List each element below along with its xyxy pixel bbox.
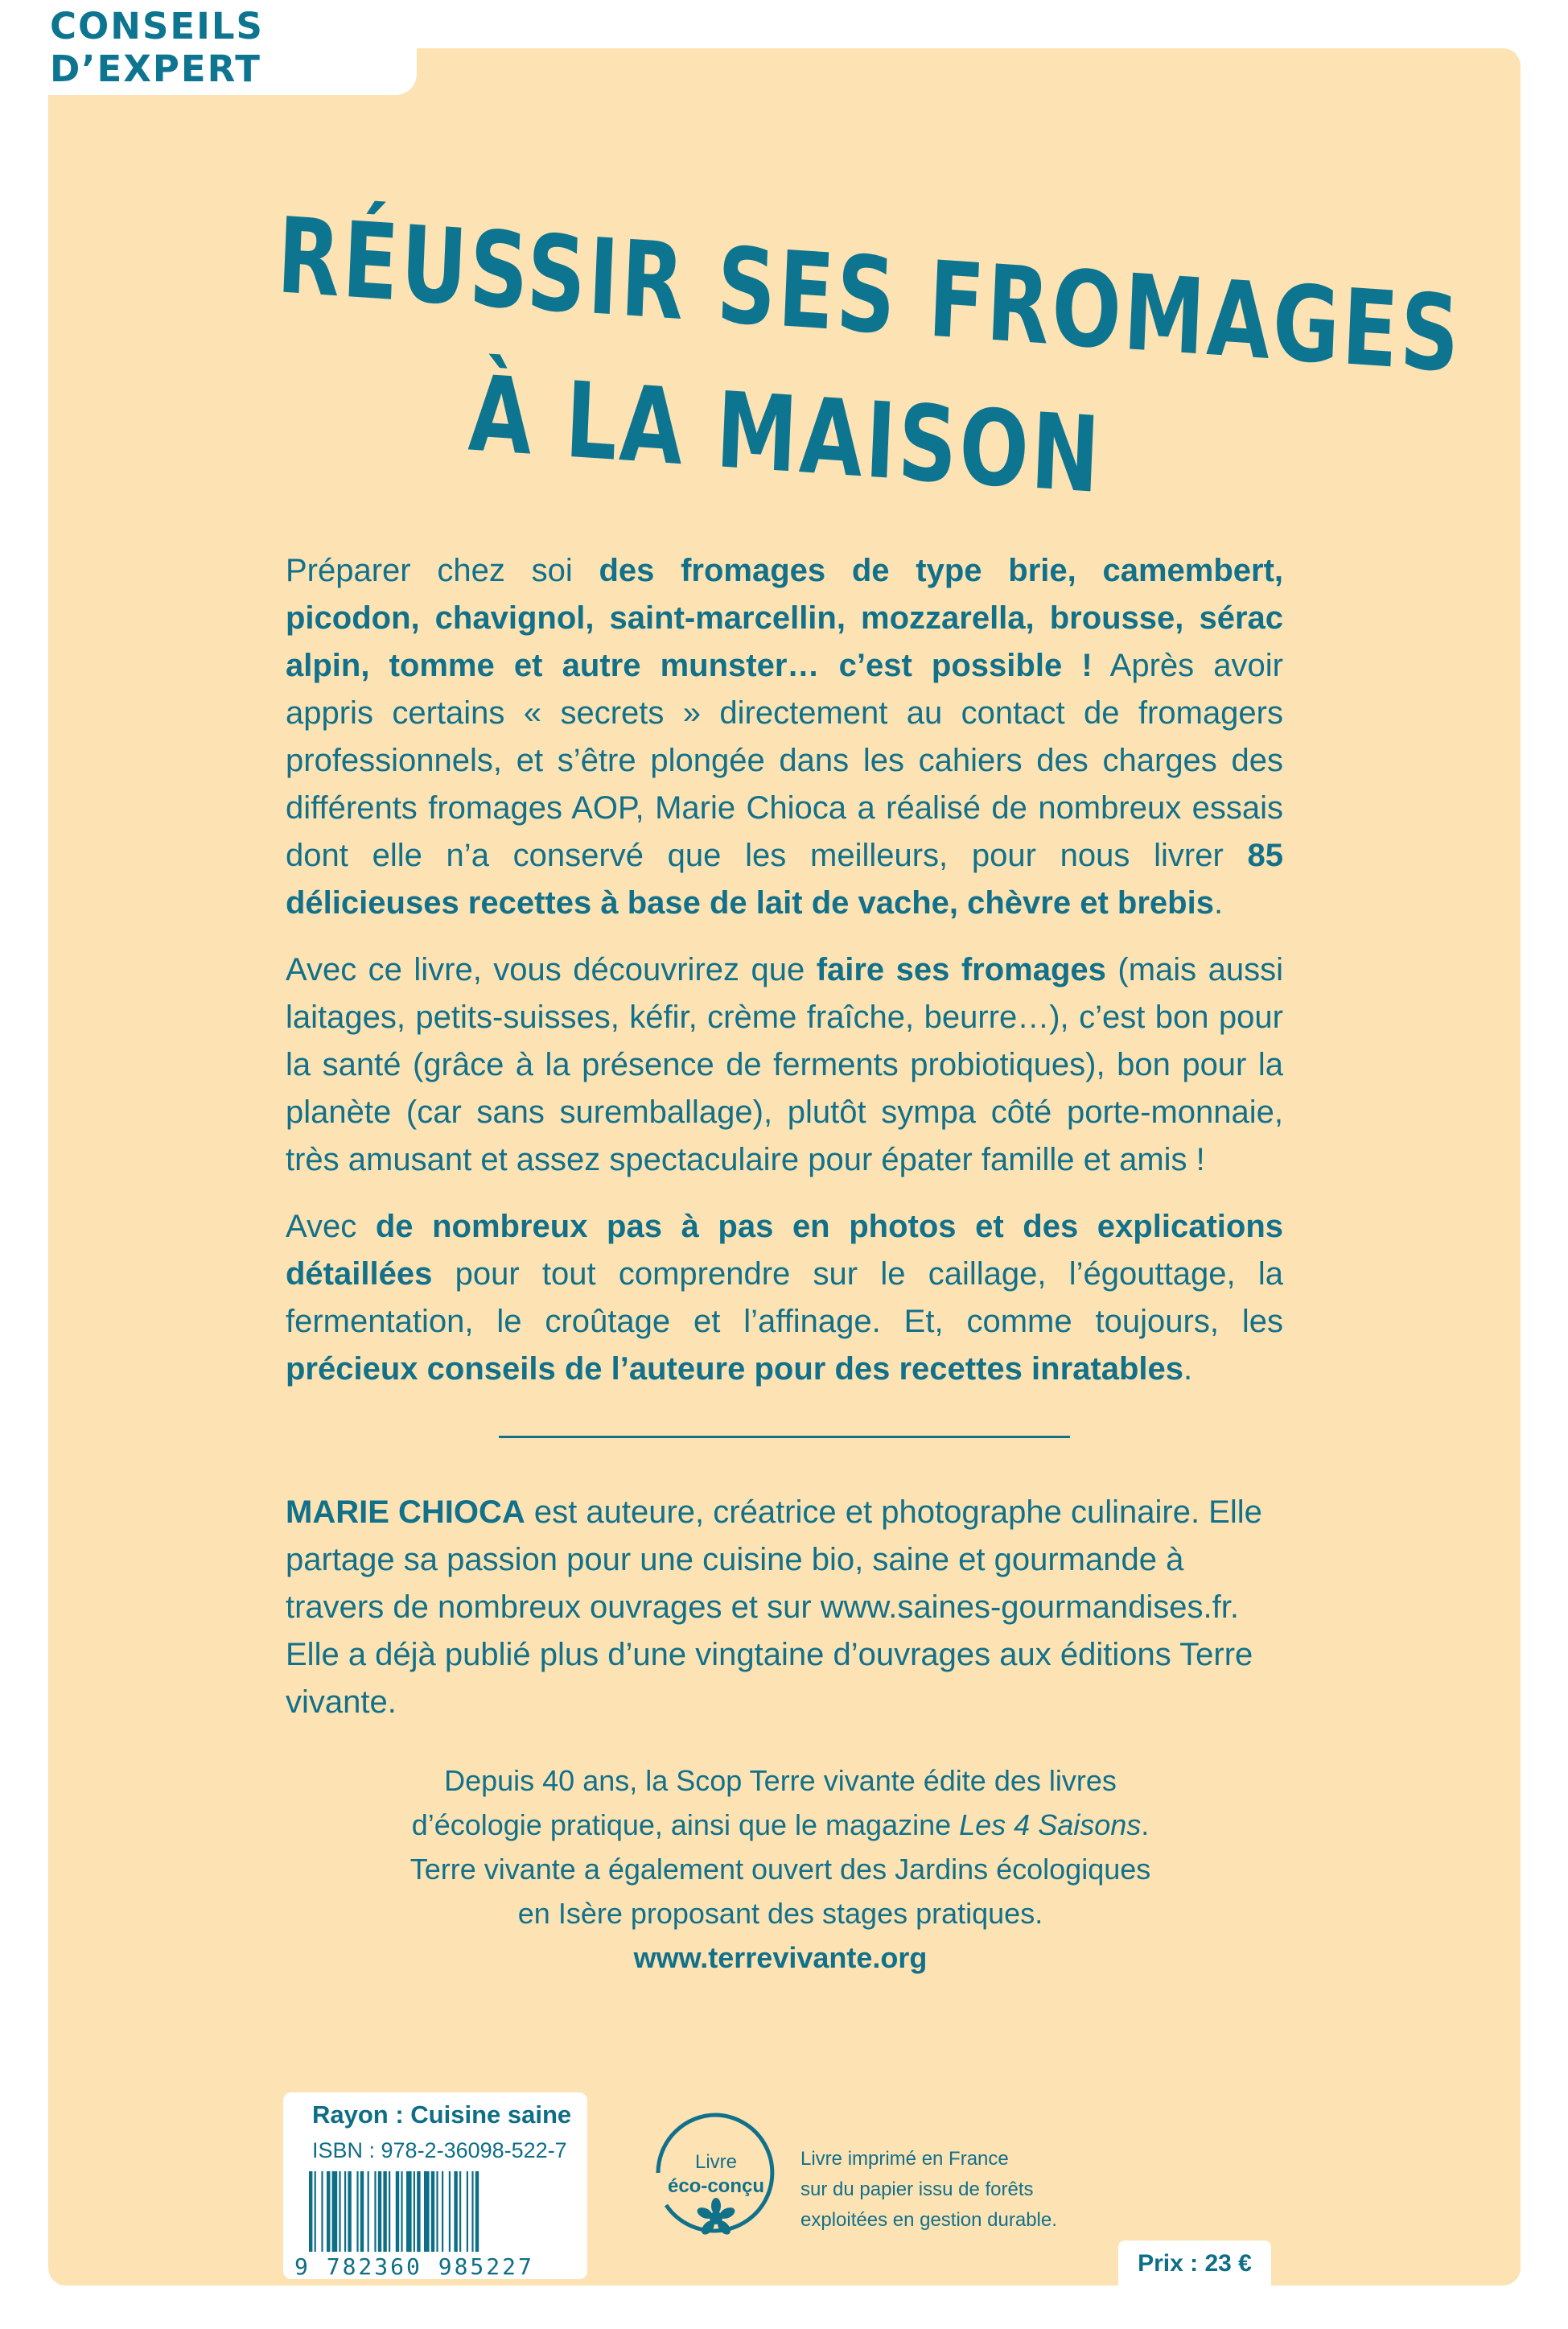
eco-design-logo-icon [652, 2108, 780, 2261]
barcode-bar [389, 2171, 390, 2252]
barcode-bar [475, 2171, 479, 2252]
barcode-bar [471, 2171, 473, 2252]
section-divider [499, 1436, 1070, 1438]
rayon-label: Rayon : Cuisine saine [312, 2100, 572, 2129]
barcode-bar [332, 2171, 338, 2252]
eco-statement: Livre imprimé en France sur du papier issu de forêts exploitées en gestion durable. [800, 2148, 1057, 2231]
barcode-bar [360, 2171, 364, 2252]
barcode-bar [309, 2171, 312, 2252]
author-bio: MARIE CHIOCA est auteure, créatrice et photographe culinaire. Elle partage sa passion pour une cuisine bio, saine et gourmande à travers de nombreux ouvrages et sur www.saines-gourmandises.fr. Elle a déjà publié plus d’une vingtaine d’ouvrages aux éditions Terre vivante. [286, 1494, 1262, 1720]
barcode-bar [459, 2171, 461, 2252]
barcode-bar [348, 2171, 351, 2252]
barcode-bar [327, 2171, 330, 2252]
barcode-bar [344, 2171, 346, 2252]
price-label: Prix : 23 € [1118, 2240, 1271, 2287]
barcode-bar [406, 2171, 412, 2252]
barcode-bar [374, 2171, 376, 2252]
publisher-info: Depuis 40 ans, la Scop Terre vivante édite des livres d’écologie pratique, ainsi que le magazine Les 4 Saisons. Terre vivante a également ouvert des Jardins écologiques en Isère proposant des stages pratiques. www.terrevivante.org [354, 1758, 1207, 1980]
barcode-bar [454, 2171, 457, 2252]
panel-edge-notch [1536, 1529, 1568, 1679]
barcode-bar [442, 2171, 443, 2252]
barcode-number: 9 782360 985227 [294, 2253, 534, 2280]
barcode-bar [356, 2171, 358, 2252]
barcode-bar [383, 2171, 386, 2252]
barcode-bar [414, 2171, 415, 2252]
series-label: CONSEILS D’EXPERT [0, 0, 417, 95]
barcode-bar [417, 2171, 420, 2252]
barcode-bar [449, 2171, 451, 2252]
barcode-bar [378, 2171, 381, 2252]
barcode-bar [315, 2171, 316, 2252]
author-name: MARIE CHIOCA [286, 1494, 525, 1530]
barcode-bar [431, 2171, 434, 2252]
barcode-bar [396, 2171, 399, 2252]
barcode-bar [401, 2171, 402, 2252]
barcode-box [283, 2092, 587, 2279]
barcode-bar [321, 2171, 323, 2252]
barcode-bar [339, 2171, 340, 2252]
description-paragraph-3: Avec de nombreux pas à pas en photos et des explications détaillées pour tout comprendre sur le caillage, l’égouttage, la fermentation, le croûtage et l’affinage. Et, comme toujours, les précieux conseils de l’auteure pour des recettes inratables. [286, 1209, 1283, 1387]
book-title-line-1: RÉUSSIR SES FROMAGES [274, 194, 1464, 396]
barcode-bar [424, 2171, 430, 2252]
barcode-icon [306, 2171, 576, 2252]
panel-edge-notch [1536, 2036, 1568, 2089]
description-paragraph-2: Avec ce livre, vous découvrirez que faire ses fromages (mais aussi laitages, petits-suisses, kéfir, crème fraîche, beurre…), c’est bon pour la santé (grâce à la présence de ferments probiotiques), bon pour la planète (car sans suremballage), plutôt sympa côté porte-monnaie, très amusant et assez spectaculaire pour épater famille et amis ! [286, 952, 1283, 1177]
eco-logo-line-2: éco-conçu [667, 2175, 765, 2197]
description-paragraph-1: Préparer chez soi des fromages de type brie, camembert, picodon, chavignol, saint-marcellin, mozzarella, brousse, sérac alpin, tomme et autre munster… c’est possible ! Après avoir appris certains « secrets » directement au contact de fromagers professionnels, et s’être plongée dans les cahiers des charges des différents fromages AOP, Marie Chioca a réalisé de nombreux essais dont elle n’a conservé que les meilleurs, pour nous livrer 85 délicieuses recettes à base de lait de vache, chèvre et brebis. [286, 553, 1284, 921]
barcode-bar [436, 2171, 438, 2252]
publisher-url[interactable]: www.terrevivante.org [633, 1941, 928, 1974]
barcode-bar [368, 2171, 369, 2252]
eco-logo-line-1: Livre [694, 2151, 738, 2173]
isbn-label: ISBN : 978-2-36098-522-7 [312, 2138, 567, 2162]
description [286, 547, 1283, 1412]
book-title-line-2: À LA MAISON [466, 352, 1105, 517]
barcode-bar [467, 2171, 468, 2252]
